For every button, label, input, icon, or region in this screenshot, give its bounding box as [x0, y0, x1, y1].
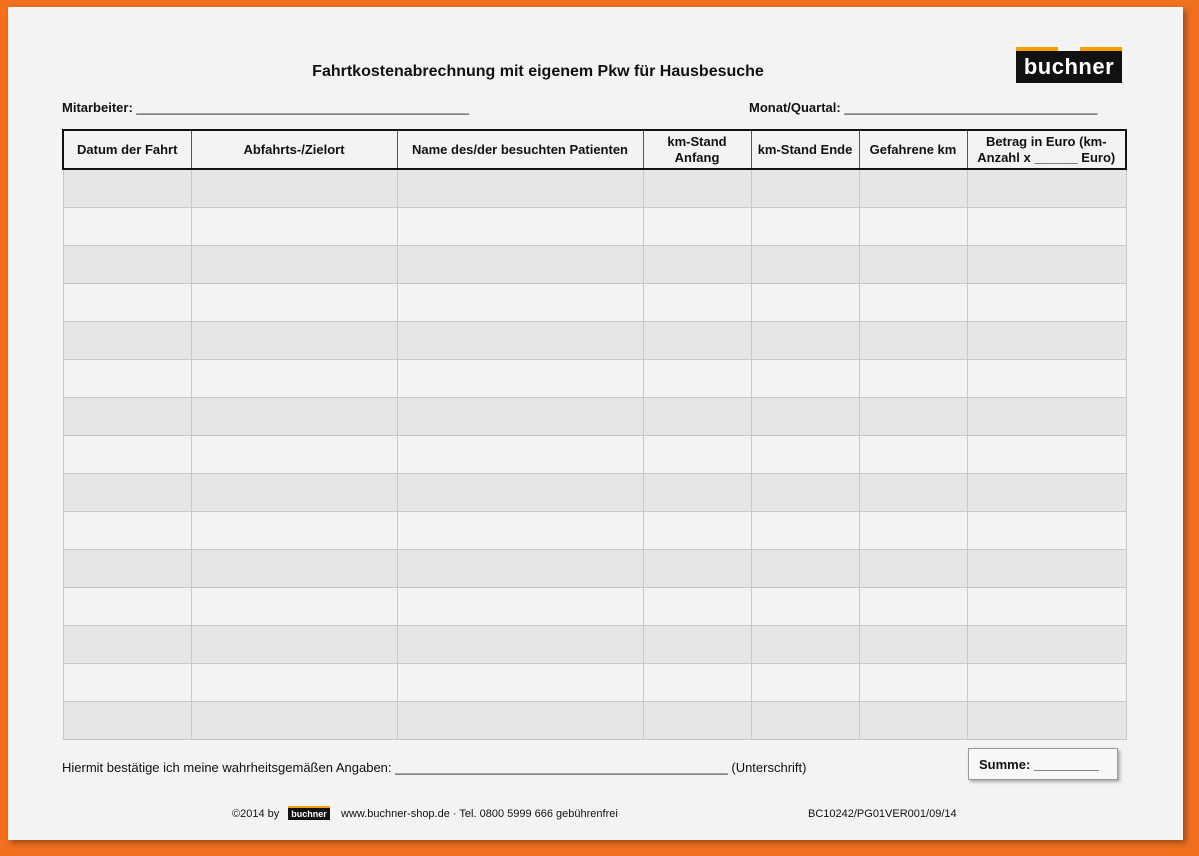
table-cell[interactable]	[191, 208, 397, 246]
table-cell[interactable]	[967, 246, 1126, 284]
table-cell[interactable]	[191, 474, 397, 512]
table-cell[interactable]	[191, 169, 397, 208]
table-cell[interactable]	[859, 512, 967, 550]
table-cell[interactable]	[751, 436, 859, 474]
table-row	[63, 208, 1126, 246]
table-cell[interactable]	[751, 322, 859, 360]
form-title: Fahrtkostenabrechnung mit eigenem Pkw für Hausbesuche	[312, 63, 764, 80]
summe-line[interactable]: _________	[1033, 757, 1099, 772]
table-cell[interactable]	[967, 512, 1126, 550]
monat-quartal-field[interactable]	[749, 100, 1097, 115]
table-cell[interactable]	[859, 284, 967, 322]
table-row	[63, 169, 1126, 208]
footer-code: BC10242/PG01VER001/09/14	[808, 808, 957, 820]
table-cell[interactable]	[191, 702, 397, 740]
table-cell[interactable]	[397, 360, 643, 398]
table-cell[interactable]	[751, 169, 859, 208]
table-cell[interactable]	[967, 398, 1126, 436]
table-cell[interactable]	[643, 398, 751, 436]
table-cell[interactable]	[191, 626, 397, 664]
table-cell[interactable]	[967, 626, 1126, 664]
table-cell[interactable]	[397, 702, 643, 740]
table-cell[interactable]	[397, 398, 643, 436]
table-cell[interactable]	[63, 208, 191, 246]
table-cell[interactable]	[397, 169, 643, 208]
table-cell[interactable]	[643, 512, 751, 550]
table-row	[63, 398, 1126, 436]
header-datum: Datum der Fahrt	[63, 130, 191, 169]
mitarbeiter-line[interactable]: ______________________________________________	[136, 100, 470, 115]
table-row	[63, 664, 1126, 702]
table-cell[interactable]	[63, 588, 191, 626]
table-cell[interactable]	[859, 169, 967, 208]
header-ort: Abfahrts-/Zielort	[191, 130, 397, 169]
table-cell[interactable]	[751, 512, 859, 550]
logo-text: buchner	[1016, 51, 1122, 83]
header-km-anfang: km-Stand Anfang	[643, 130, 751, 169]
summe-label: Summe:	[979, 757, 1031, 772]
table-cell[interactable]	[967, 474, 1126, 512]
table-cell[interactable]	[397, 664, 643, 702]
table-cell[interactable]	[643, 360, 751, 398]
table-cell[interactable]	[191, 284, 397, 322]
table-cell[interactable]	[643, 284, 751, 322]
table-cell[interactable]	[63, 360, 191, 398]
table-cell[interactable]	[191, 398, 397, 436]
table-cell[interactable]	[967, 360, 1126, 398]
table-cell[interactable]	[397, 322, 643, 360]
mitarbeiter-label: Mitarbeiter:	[62, 100, 133, 115]
table-cell[interactable]	[63, 284, 191, 322]
table-cell[interactable]	[859, 550, 967, 588]
table-cell[interactable]	[859, 322, 967, 360]
table-cell[interactable]	[63, 626, 191, 664]
table-cell[interactable]	[967, 169, 1126, 208]
table-cell[interactable]	[63, 246, 191, 284]
table-cell[interactable]	[397, 284, 643, 322]
buchner-logo	[1016, 47, 1122, 83]
table-cell[interactable]	[643, 322, 751, 360]
table-row	[63, 588, 1126, 626]
table-cell[interactable]	[397, 512, 643, 550]
monat-quartal-line[interactable]: ___________________________________	[844, 100, 1098, 115]
table-cell[interactable]	[643, 550, 751, 588]
table-row	[63, 284, 1126, 322]
table-cell[interactable]	[397, 474, 643, 512]
footer-logo-text: buchner	[288, 808, 330, 820]
table-row	[63, 246, 1126, 284]
table-cell[interactable]	[751, 474, 859, 512]
monat-quartal-label: Monat/Quartal:	[749, 100, 841, 115]
table-cell[interactable]	[967, 436, 1126, 474]
signature-suffix: (Unterschrift)	[731, 760, 807, 775]
table-cell[interactable]	[191, 550, 397, 588]
table-cell[interactable]	[859, 626, 967, 664]
table-header-row	[63, 130, 1126, 169]
mitarbeiter-field[interactable]	[62, 100, 469, 115]
form-page	[8, 7, 1183, 840]
confirmation-line[interactable]	[62, 760, 806, 775]
table-cell[interactable]	[643, 588, 751, 626]
table-cell[interactable]	[967, 208, 1126, 246]
table-cell[interactable]	[63, 398, 191, 436]
table-cell[interactable]	[63, 550, 191, 588]
table-cell[interactable]	[397, 208, 643, 246]
table-cell[interactable]	[643, 169, 751, 208]
table-cell[interactable]	[63, 322, 191, 360]
table-cell[interactable]	[191, 664, 397, 702]
table-cell[interactable]	[643, 208, 751, 246]
trip-table	[62, 129, 1127, 740]
table-cell[interactable]	[63, 169, 191, 208]
table-cell[interactable]	[191, 246, 397, 284]
table-cell[interactable]	[643, 702, 751, 740]
table-cell[interactable]	[397, 626, 643, 664]
table-cell[interactable]	[63, 702, 191, 740]
table-cell[interactable]	[63, 664, 191, 702]
table-row	[63, 702, 1126, 740]
table-cell[interactable]	[191, 322, 397, 360]
table-row	[63, 360, 1126, 398]
table-cell[interactable]	[859, 398, 967, 436]
table-cell[interactable]	[751, 664, 859, 702]
table-cell[interactable]	[859, 664, 967, 702]
table-cell[interactable]	[191, 588, 397, 626]
table-cell[interactable]	[967, 284, 1126, 322]
table-cell[interactable]	[397, 246, 643, 284]
table-row	[63, 550, 1126, 588]
table-cell[interactable]	[191, 436, 397, 474]
header-betrag: Betrag in Euro (km-Anzahl x ______ Euro)	[967, 130, 1126, 169]
table-row	[63, 474, 1126, 512]
table-cell[interactable]	[751, 360, 859, 398]
signature-line[interactable]: ______________________________________________	[395, 760, 728, 775]
table-cell[interactable]	[967, 702, 1126, 740]
table-cell[interactable]	[643, 436, 751, 474]
summe-box[interactable]	[968, 748, 1118, 780]
table-cell[interactable]	[397, 436, 643, 474]
table-cell[interactable]	[967, 322, 1126, 360]
table-cell[interactable]	[63, 474, 191, 512]
table-cell[interactable]	[63, 512, 191, 550]
confirmation-text: Hiermit bestätige ich meine wahrheitsgemäßen Angaben:	[62, 760, 392, 775]
table-body	[63, 169, 1126, 740]
header-patienten: Name des/der besuchten Patienten	[397, 130, 643, 169]
table-row	[63, 436, 1126, 474]
table-row	[63, 322, 1126, 360]
table-row	[63, 512, 1126, 550]
table-cell[interactable]	[859, 208, 967, 246]
table-cell[interactable]	[751, 284, 859, 322]
table-cell[interactable]	[751, 208, 859, 246]
table-cell[interactable]	[967, 588, 1126, 626]
table-cell[interactable]	[191, 512, 397, 550]
footer-copyright: ©2014 by	[232, 808, 280, 820]
table-cell[interactable]	[643, 626, 751, 664]
table-cell[interactable]	[397, 588, 643, 626]
table-cell[interactable]	[751, 246, 859, 284]
table-cell[interactable]	[859, 588, 967, 626]
table-cell[interactable]	[397, 550, 643, 588]
footer-logo	[288, 806, 330, 820]
table-cell[interactable]	[967, 664, 1126, 702]
table-cell[interactable]	[859, 702, 967, 740]
table-cell[interactable]	[751, 398, 859, 436]
table-cell[interactable]	[967, 550, 1126, 588]
table-row	[63, 626, 1126, 664]
table-cell[interactable]	[859, 436, 967, 474]
footer-contact: www.buchner-shop.de · Tel. 0800 5999 666 gebührenfrei	[341, 808, 618, 820]
header-gefahrene-km: Gefahrene km	[859, 130, 967, 169]
table-cell[interactable]	[643, 664, 751, 702]
table-cell[interactable]	[751, 626, 859, 664]
table-cell[interactable]	[859, 360, 967, 398]
table-cell[interactable]	[751, 702, 859, 740]
table-cell[interactable]	[859, 474, 967, 512]
table-cell[interactable]	[191, 360, 397, 398]
table-cell[interactable]	[643, 474, 751, 512]
table-cell[interactable]	[859, 246, 967, 284]
table-cell[interactable]	[63, 436, 191, 474]
header-km-ende: km-Stand Ende	[751, 130, 859, 169]
table-cell[interactable]	[751, 550, 859, 588]
table-cell[interactable]	[751, 588, 859, 626]
table-cell[interactable]	[643, 246, 751, 284]
